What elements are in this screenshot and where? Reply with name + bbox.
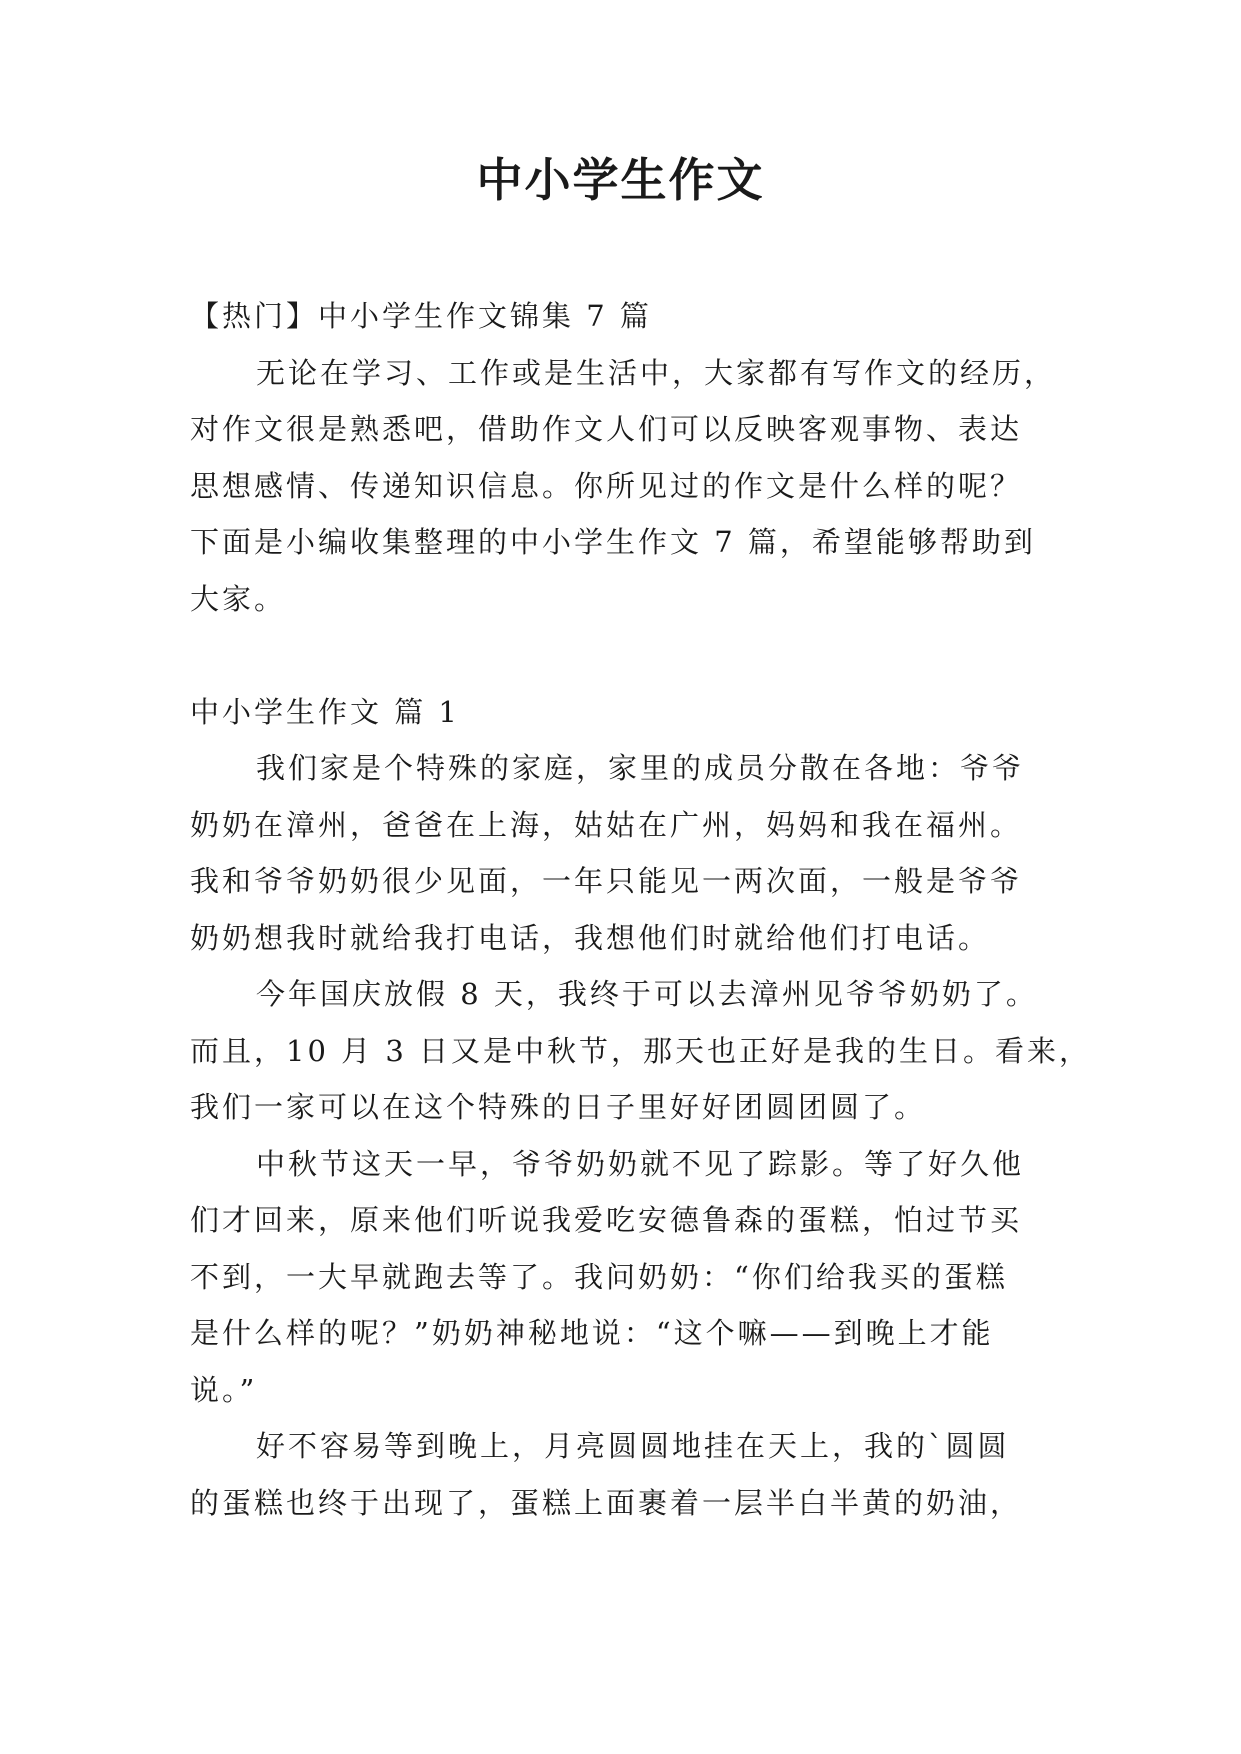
document-body xyxy=(190,288,1092,1531)
paragraph-line: 不到，一大早就跑去等了。我问奶奶：“你们给我买的蛋糕 xyxy=(190,1259,1008,1294)
paragraph xyxy=(190,966,1092,1136)
paragraph-line: 说。” xyxy=(190,1372,258,1407)
paragraph-line: 我和爷爷奶奶很少见面，一年只能见一两次面，一般是爷爷 xyxy=(190,864,1023,898)
intro-paragraph xyxy=(190,345,1057,628)
paragraph-line: 好不容易等到晚上，月亮圆圆地挂在天上，我的`圆圆 xyxy=(256,1429,1010,1463)
paragraph xyxy=(190,1136,1050,1419)
intro-line: 大家。 xyxy=(190,581,287,616)
paragraph-line: 奶奶想我时就给我打电话，我想他们时就给他们打电话。 xyxy=(190,920,991,955)
paragraph-line: 我们一家可以在这个特殊的日子里好好团圆团圆了。 xyxy=(190,1090,927,1124)
paragraph-line: 今年国庆放假 8 天，我终于可以去漳州见爷爷奶奶了。 xyxy=(256,977,1038,1011)
paragraph-line: 中秋节这天一早，爷爷奶奶就不见了踪影。等了好久他 xyxy=(256,1146,1025,1181)
intro-line: 下面是小编收集整理的中小学生作文 7 篇，希望能够帮助到 xyxy=(190,525,1036,559)
intro-line: 思想感情、传递知识信息。你所见过的作文是什么样的呢？ xyxy=(190,468,1023,503)
paragraph-line: 的蛋糕也终于出现了，蛋糕上面裹着一层半白半黄的奶油， xyxy=(190,1485,1023,1520)
paragraph-line: 奶奶在漳州，爸爸在上海，姑姑在广州，妈妈和我在福州。 xyxy=(190,807,1023,842)
intro-line: 无论在学习、工作或是生活中，大家都有写作文的经历， xyxy=(256,355,1057,390)
paragraph xyxy=(190,1418,1050,1531)
paragraph xyxy=(190,740,1050,966)
section-spacer xyxy=(190,627,1050,684)
paragraph-line: 们才回来，原来他们听说我爱吃安德鲁森的蛋糕，怕过节买 xyxy=(190,1203,1023,1237)
paragraph-line: 而且，10 月 3 日又是中秋节，那天也正好是我的生日。看来， xyxy=(190,1033,1092,1068)
paragraph-line: 是什么样的呢？”奶奶神秘地说：“这个嘛——到晚上才能 xyxy=(190,1316,994,1350)
paragraph-line: 我们家是个特殊的家庭，家里的成员分散在各地：爷爷 xyxy=(256,751,1025,785)
subtitle-line: 【热门】中小学生作文锦集 7 篇 xyxy=(190,299,652,333)
section-heading: 中小学生作文 篇 1 xyxy=(190,694,460,729)
intro-line: 对作文很是熟悉吧，借助作文人们可以反映客观事物、表达 xyxy=(190,412,1023,446)
page-title: 中小学生作文 xyxy=(476,153,765,207)
